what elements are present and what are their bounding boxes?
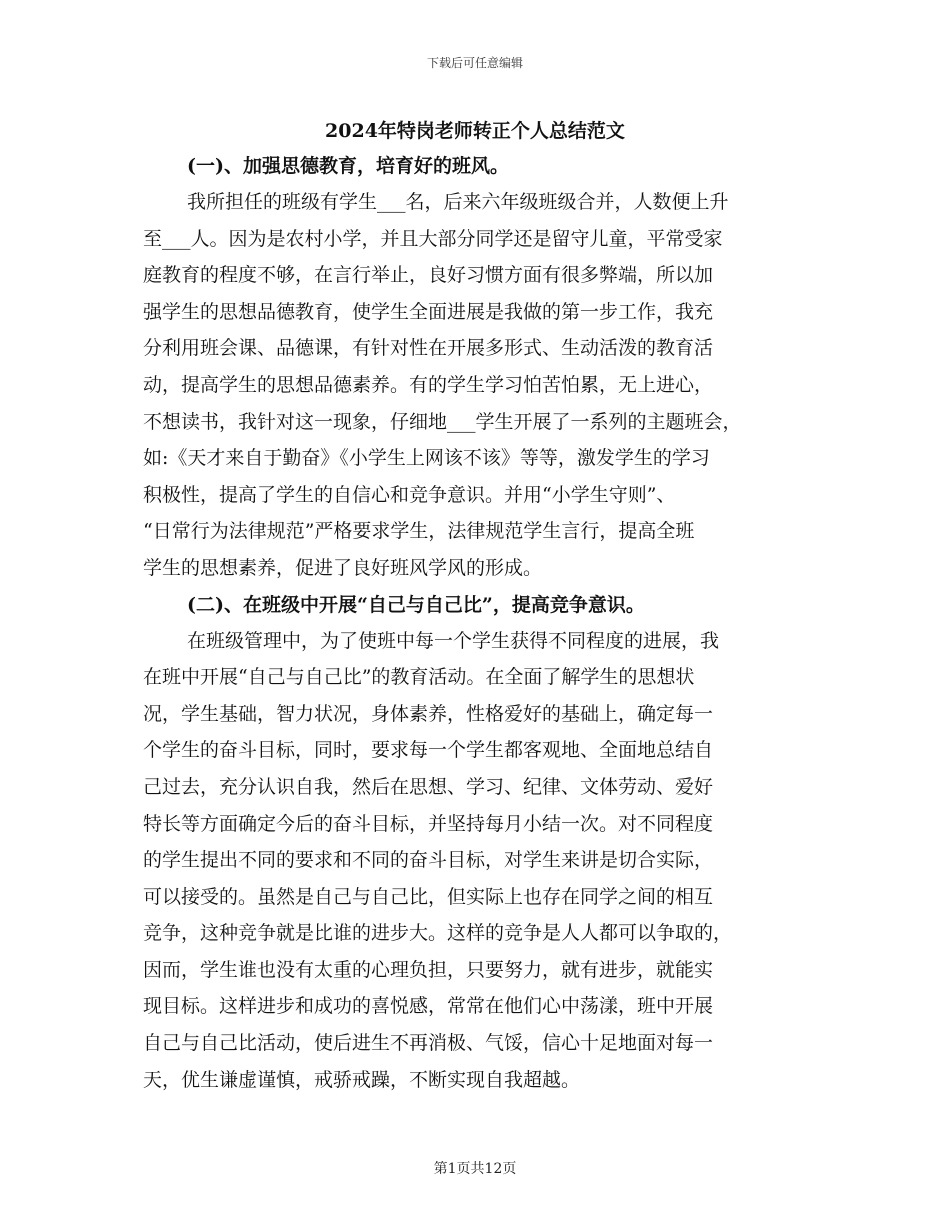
paragraph-line: 的学生提出不同的要求和不同的奋斗目标，对学生来讲是切合实际， bbox=[143, 849, 714, 872]
paragraph-line: 至___人。因为是农村小学，并且大部分同学还是留守儿童，平常受家 bbox=[143, 227, 723, 250]
document-body bbox=[143, 148, 815, 1098]
paragraph bbox=[143, 623, 815, 1099]
page-header-note: 下载后可任意编辑 bbox=[426, 56, 523, 70]
paragraph-line: 现目标。这样进步和成功的喜悦感，常常在他们心中荡漾，班中开展 bbox=[143, 995, 714, 1018]
paragraph-line: 特长等方面确定今后的奋斗目标，并坚持每月小结一次。对不同程度 bbox=[143, 812, 714, 835]
paragraph-line: 学生的思想素养，促进了良好班风学风的形成。 bbox=[143, 556, 543, 579]
paragraph-line: 我所担任的班级有学生___名，后来六年级班级合并，人数便上升 bbox=[187, 191, 729, 213]
paragraph-line: 在班中开展“自己与自己比”的教育活动。在全面了解学生的思想状 bbox=[143, 666, 695, 689]
paragraph-line: 在班级管理中，为了使班中每一个学生获得不同程度的进展，我 bbox=[187, 629, 720, 652]
paragraph-line: 如:《天才来自于勤奋》《小学生上网该不该》等等，激发学生的学习 bbox=[143, 447, 710, 470]
paragraph-line: 不想读书，我针对这一现象，仔细地___学生开展了一系列的主题班会， bbox=[143, 410, 742, 433]
paragraph-line: 自己与自己比活动，使后进生不再消极、气馁，信心十足地面对每一 bbox=[143, 1032, 714, 1055]
paragraph-line: “日常行为法律规范”严格要求学生，法律规范学生言行，提高全班 bbox=[143, 520, 695, 543]
section-2 bbox=[143, 587, 815, 1099]
paragraph-line: 积极性，提高了学生的自信心和竞争意识。并用“小学生守则”、 bbox=[143, 483, 676, 506]
paragraph-line: 个学生的奋斗目标，同时，要求每一个学生都客观地、全面地总结自 bbox=[143, 739, 714, 762]
paragraph-line: 强学生的思想品德教育，使学生全面进展是我做的第一步工作，我充 bbox=[143, 300, 714, 323]
section-1 bbox=[143, 148, 815, 587]
paragraph-line: 因而，学生谁也没有太重的心理负担，只要努力，就有进步，就能实 bbox=[143, 958, 714, 981]
paragraph-line: 况，学生基础，智力状况，身体素养，性格爱好的基础上，确定每一 bbox=[143, 702, 714, 725]
paragraph-line: 竞争，这种竞争就是比谁的进步大。这样的竞争是人人都可以争取的， bbox=[143, 922, 733, 945]
section-heading: (一)、加强思德教育，培育好的班风。 bbox=[187, 155, 509, 177]
page-number: 第1页共12页 bbox=[433, 1161, 517, 1177]
paragraph-line: 庭教育的程度不够，在言行举止，良好习惯方面有很多弊端，所以加 bbox=[143, 264, 714, 287]
section-heading: (二)、在班级中开展“自己与自己比”，提高竞争意识。 bbox=[187, 593, 645, 616]
paragraph-line: 可以接受的。虽然是自己与自己比，但实际上也存在同学之间的相互 bbox=[143, 885, 714, 908]
paragraph-line: 动，提高学生的思想品德素养。有的学生学习怕苦怕累，无上进心， bbox=[143, 373, 714, 396]
document-title: 2024年特岗老师转正个人总结范文 bbox=[325, 120, 625, 142]
paragraph bbox=[143, 184, 815, 587]
paragraph-line: 分利用班会课、品德课，有针对性在开展多形式、生动活泼的教育活 bbox=[143, 337, 714, 360]
paragraph-line: 天，优生谦虚谨慎，戒骄戒躁，不断实现自我超越。 bbox=[143, 1068, 581, 1091]
paragraph-line: 己过去，充分认识自我，然后在思想、学习、纪律、文体劳动、爱好 bbox=[143, 775, 714, 798]
